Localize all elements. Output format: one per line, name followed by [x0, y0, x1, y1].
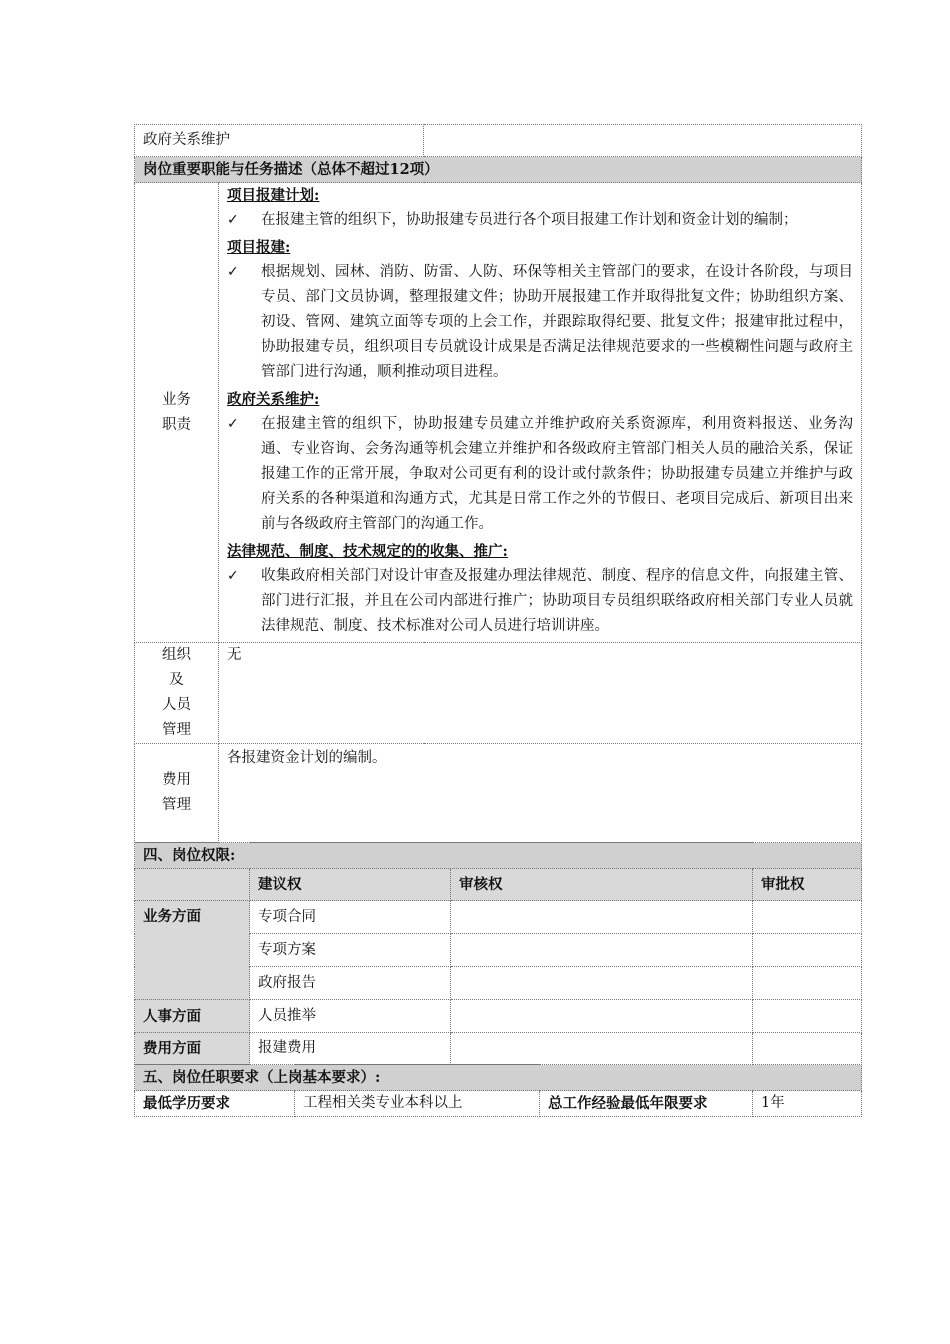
cell-empty [451, 901, 753, 934]
requirements-header: 五、岗位任职要求（上岗基本要求）: [135, 1065, 862, 1091]
job-description-document [134, 124, 861, 1117]
duties-header: 岗位重要职能与任务描述（总体不超过12项） [135, 157, 862, 183]
group-business: 业务方面 [135, 901, 250, 1000]
col-header-empty [135, 869, 250, 901]
cost-content: 各报建资金计划的编制。 [219, 744, 862, 843]
cost-label [135, 744, 219, 843]
checkmark-icon: ✓ [227, 568, 239, 584]
org-label-text: 组织 及 人员 管理 [162, 647, 191, 738]
row-item: 专项合同 [250, 901, 451, 934]
cost-label-text: 费用 管理 [162, 772, 191, 813]
row-item: 报建费用 [250, 1033, 451, 1065]
item-text: 在报建主管的组织下，协助报建专员进行各个项目报建工作计划和资金计划的编制； [261, 212, 798, 228]
business-section [227, 387, 853, 537]
list-item [227, 412, 853, 537]
checkmark-icon: ✓ [227, 264, 239, 280]
section-title: 项目报建计划: [227, 187, 320, 204]
cell-empty [451, 967, 753, 1000]
list-item [227, 564, 853, 639]
group-cost: 费用方面 [135, 1033, 250, 1065]
col-header-approve: 审批权 [753, 869, 862, 901]
authority-table [134, 842, 862, 1065]
exp-label: 总工作经验最低年限要求 [540, 1091, 753, 1117]
business-section [227, 235, 853, 385]
org-label [135, 643, 219, 744]
cell-empty [753, 901, 862, 934]
business-section [227, 539, 853, 639]
cell-empty [753, 934, 862, 967]
duties-table [134, 124, 862, 843]
table-row [135, 1000, 862, 1033]
row-item: 人员推举 [250, 1000, 451, 1033]
edu-value: 工程相关类专业本科以上 [295, 1091, 540, 1117]
list-item [227, 208, 853, 233]
item-text: 在报建主管的组织下，协助报建专员建立并维护政府关系资源库，利用资料报送、业务沟通、专业咨询、会务沟通等机会建立并维护和各级政府主管部门相关人员的融洽关系，保证报建工作的正常开展，争取对公司更有利的设计或付款条件；协助报建专员建立并维护与政府关系的各种渠道和沟通方式，尤其是日常工作之外的节假日、老项目完成后、新项目出来前与各级政府主管部门的沟通工作。 [261, 416, 853, 532]
item-text: 根据规划、园林、消防、防雷、人防、环保等相关主管部门的要求，在设计各阶段，与项目专员、部门文员协调，整理报建文件；协助开展报建工作并取得批复文件；协助组织方案、初设、管网、建筑立面等专项的上会工作，并跟踪取得纪要、批复文件；报建审批过程中，协助报建专员，组织项目专员就设计成果是否满足法律规范要求的一些模糊性问题与政府主管部门进行沟通，顺利推动项目进程。 [261, 264, 853, 380]
edu-label: 最低学历要求 [135, 1091, 295, 1117]
cell-empty [451, 934, 753, 967]
table-row [135, 1033, 862, 1065]
row-item: 政府报告 [250, 967, 451, 1000]
cell-empty [753, 1000, 862, 1033]
col-header-suggest: 建议权 [250, 869, 451, 901]
org-content: 无 [219, 643, 862, 744]
business-label-text: 业务 职责 [162, 391, 191, 433]
cell-empty [753, 1033, 862, 1065]
table-row [135, 901, 862, 934]
requirements-table [134, 1064, 862, 1117]
cell-empty [451, 1033, 753, 1065]
top-row-empty [424, 125, 862, 157]
section-title: 政府关系维护: [227, 391, 320, 408]
business-content [219, 183, 862, 643]
authority-header: 四、岗位权限: [135, 843, 862, 869]
item-text: 收集政府相关部门对设计审查及报建办理法律规范、制度、程序的信息文件，向报建主管、部门进行汇报，并且在公司内部进行推广；协助项目专员组织联络政府相关部门专业人员就法律规范、制度、技术标准对公司人员进行培训讲座。 [261, 568, 853, 634]
col-header-review: 审核权 [451, 869, 753, 901]
cell-empty [753, 967, 862, 1000]
cell-empty [451, 1000, 753, 1033]
business-section [227, 183, 853, 233]
top-row-text: 政府关系维护 [135, 125, 424, 157]
checkmark-icon: ✓ [227, 212, 239, 228]
list-item [227, 260, 853, 385]
checkmark-icon: ✓ [227, 416, 239, 432]
exp-value: 1年 [753, 1091, 862, 1117]
group-personnel: 人事方面 [135, 1000, 250, 1033]
section-title: 项目报建: [227, 239, 291, 256]
section-title: 法律规范、制度、技术规定的的收集、推广: [227, 543, 508, 560]
business-label [135, 183, 219, 643]
row-item: 专项方案 [250, 934, 451, 967]
